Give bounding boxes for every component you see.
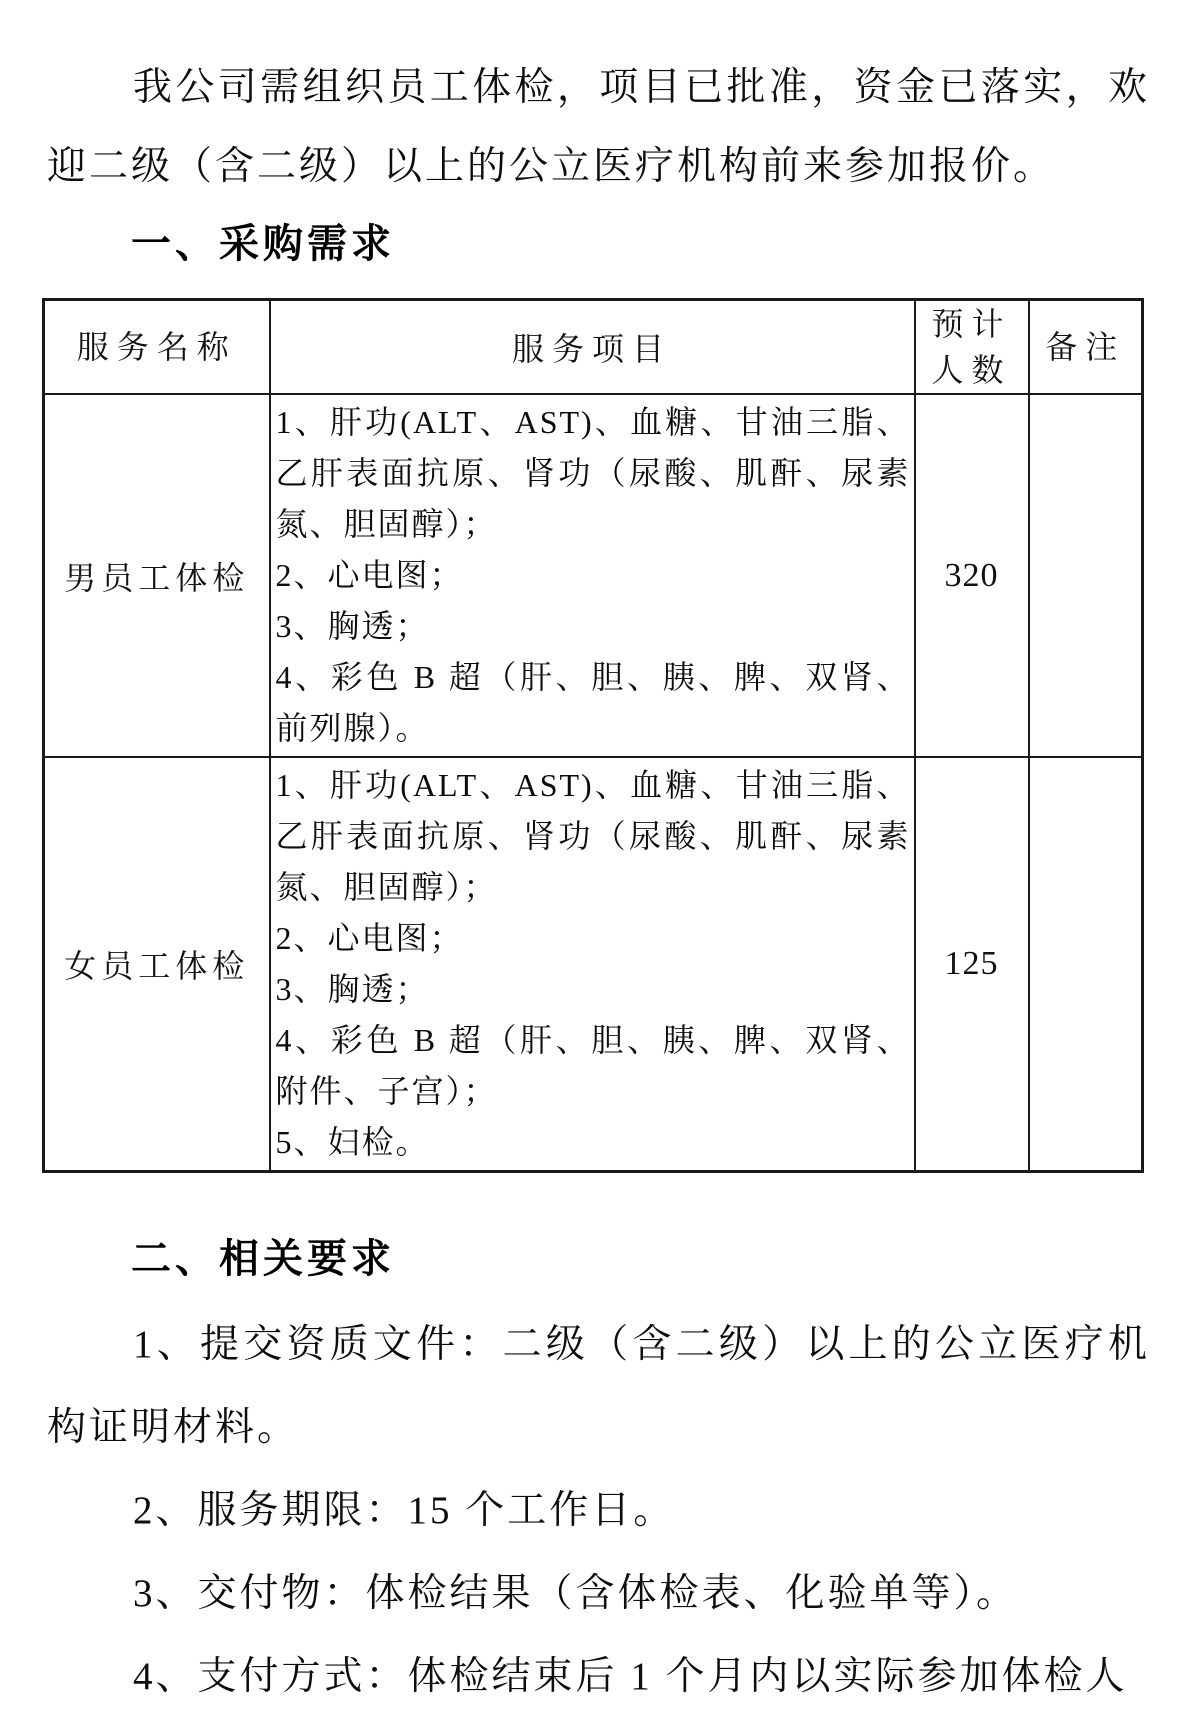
service-item: 3、胸透； <box>275 971 430 1007</box>
header-remark: 备注 <box>1029 300 1143 395</box>
service-item: 5、妇检。 <box>275 1124 430 1160</box>
service-item: 3、胸透； <box>275 608 430 644</box>
service-name-cell: 女员工体检 <box>44 757 270 1172</box>
requirement-item-3: 3、交付物：体检结果（含体检表、化验单等）。 <box>133 1572 1019 1615</box>
table-row-female <box>44 757 1143 1172</box>
header-service-items: 服务项目 <box>270 300 915 395</box>
service-item: 4、彩色 B 超（肝、胆、胰、脾、双肾、前列腺）。 <box>275 659 911 746</box>
service-items-cell <box>270 757 915 1172</box>
requirement-item-1: 1、提交资质文件：二级（含二级）以上的公立医疗机构证明材料。 <box>47 1323 1150 1449</box>
service-items-cell <box>270 394 915 757</box>
service-item: 2、心电图； <box>275 557 464 593</box>
service-item: 1、肝功(ALT、AST)、血糖、甘油三脂、乙肝表面抗原、肾功（尿酸、肌酐、尿素氮、胆固醇）； <box>275 767 911 905</box>
section-2-heading: 二、相关要求 <box>131 1236 395 1281</box>
service-item: 2、心电图； <box>275 920 464 956</box>
service-name-cell: 男员工体检 <box>44 394 270 757</box>
header-estimated-count: 预计人数 <box>915 300 1029 395</box>
estimated-count-cell: 125 <box>915 757 1029 1172</box>
procurement-table <box>42 298 1144 1173</box>
remark-cell <box>1029 394 1143 757</box>
remark-cell <box>1029 757 1143 1172</box>
table-header-row <box>44 300 1143 395</box>
service-item: 4、彩色 B 超（肝、胆、胰、脾、双肾、附件、子宫）； <box>275 1022 911 1109</box>
service-item: 1、肝功(ALT、AST)、血糖、甘油三脂、乙肝表面抗原、肾功（尿酸、肌酐、尿素氮、胆固醇）； <box>275 404 911 542</box>
section-1-heading: 一、采购需求 <box>131 221 395 266</box>
estimated-count-cell: 320 <box>915 394 1029 757</box>
intro-paragraph: 我公司需组织员工体检，项目已批准，资金已落实，欢迎二级（含二级）以上的公立医疗机构前来参加报价。 <box>47 66 1150 188</box>
requirement-item-2: 2、服务期限：15 个工作日。 <box>133 1489 676 1532</box>
requirement-item-4: 4、支付方式：体检结束后 1 个月内以实际参加体检人 <box>133 1655 1128 1698</box>
header-service-name: 服务名称 <box>44 300 270 395</box>
table-row-male <box>44 394 1143 757</box>
requirements-list <box>47 1303 1150 1718</box>
